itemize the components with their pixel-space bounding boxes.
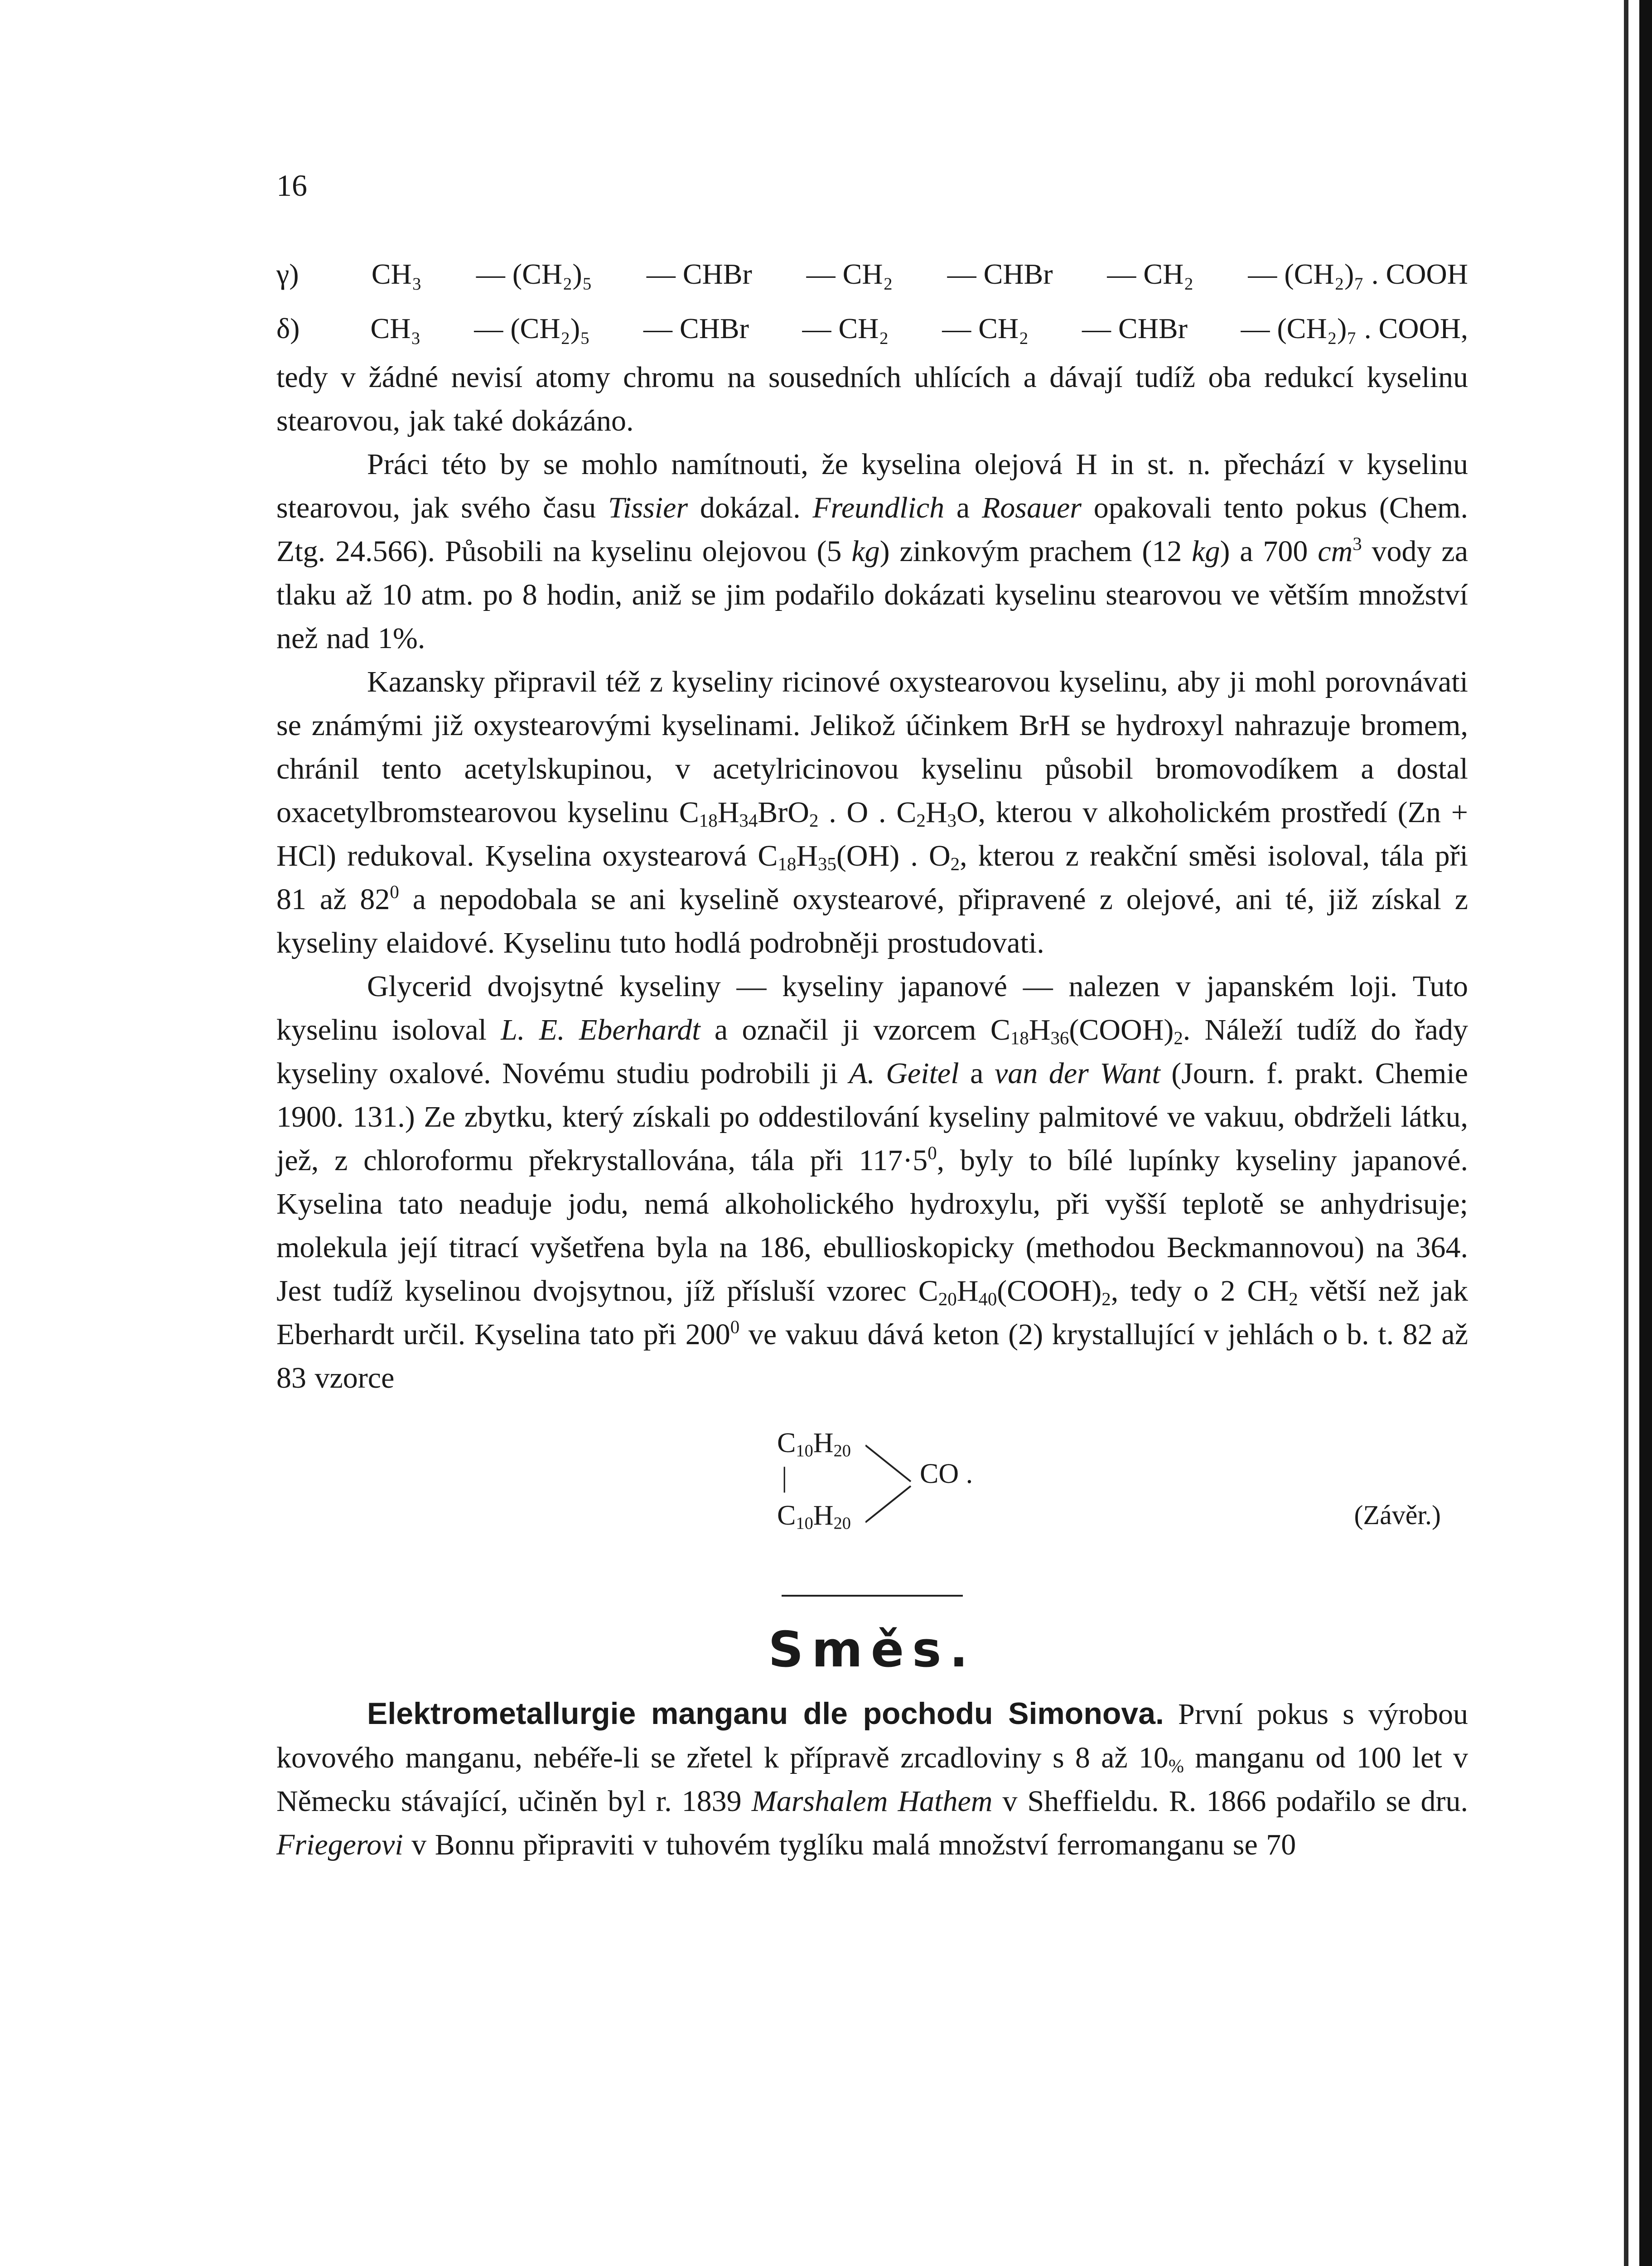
- author-name: L. E. Eberhardt: [501, 1013, 700, 1046]
- formula-label: γ): [276, 258, 299, 290]
- formula-part: — CHBr: [947, 258, 1053, 290]
- formula-part: CH₃: [370, 312, 421, 344]
- article-heading: Elektrometallurgie manganu dle pochodu Simonova.: [367, 1696, 1164, 1731]
- bracket-lines: [865, 1436, 915, 1531]
- formula-part: — CHBr: [1082, 312, 1188, 344]
- ketone-formula: [276, 1427, 1468, 1563]
- author-name: van der Want: [994, 1057, 1160, 1090]
- formula-part: — (CH₂)₇ . COOH,: [1241, 312, 1468, 344]
- paragraph-4: Glycerid dvojsytné kyseliny — kyseliny japanové — nalezen v japanském loji. Tuto kyselinu isoloval L. E. Eberhardt a označil ji vzorcem $C_{18}H_{36}(COOH)_2$. Náleží tudíž do řady kyseliny oxalové. Novému studiu podrobili ji A. Geitel a van der Want (Journ. f. prakt. Chemie 1900. 131.) Ze zbytku, který získali po oddestilování kyseliny palmitové ve vakuu, obdrželi látku, jež, z chloroformu překrystallována, tála při $117\cdot 5^0$, byly to bílé lupínky kyseliny japanové. Kyselina tato neaduje jodu, nemá alkoholického hydroxylu, při vyšší teplotě se anhydrisuje; molekula její titrací vyšetřena byla na 186, ebullioskopicky (methodou Beckmannovou) na 364. Jest tudíž kyselinou dvojsytnou, jíž přísluší vzorec $C_{20}H_{40}(COOH)_2$, tedy o 2 $CH_2$ větší než jak Eberhardt určil. Kyselina tato při $200^0$ ve vakuu dává keton (2) krystallující v jehlách o b. t. 82 až 83 vzorce: [276, 970, 1468, 1394]
- author-name: A. Geitel: [849, 1057, 959, 1090]
- formula-part: — (CH₂)₅: [476, 258, 593, 290]
- formula-part: — CH₂: [942, 312, 1029, 344]
- formula-part: CH₃: [371, 258, 422, 290]
- section-divider: [782, 1595, 963, 1597]
- end-note: (Závěr.): [1354, 1500, 1441, 1530]
- author-name: Freundlich: [812, 491, 945, 524]
- formula-delta: [276, 301, 1468, 356]
- formula-gamma: [276, 247, 1468, 301]
- section-text: [276, 1692, 1468, 1867]
- author-name: Tissier: [608, 491, 688, 524]
- formula-bond: |: [782, 1462, 787, 1493]
- formula-part: — CH₂: [806, 258, 893, 290]
- formula-part: — CH₂: [1107, 258, 1194, 290]
- formula-part: — (CH₂)₅: [474, 312, 590, 344]
- formula-bottom: $C_{10}H_{20}$: [777, 1500, 851, 1533]
- formula-carbonyl: CO .: [920, 1458, 973, 1489]
- author-name: Friegerovi: [276, 1828, 403, 1861]
- author-name: Rosauer: [981, 491, 1082, 524]
- paragraph-1: tedy v žádné nevisí atomy chromu na sousedních uhlících a dávají tudíž oba redukcí kyselinu stearovou, jak také dokázáno.: [276, 361, 1468, 437]
- scan-edge-right: [1639, 0, 1652, 2266]
- formula-part: — CHBr: [643, 312, 749, 344]
- paragraph-2: Práci této by se mohlo namítnouti, že kyselina olejová H in st. n. přechází v kyselinu stearovou, jak svého času Tissier dokázal. Freundlich a Rosauer opakovali tento pokus (Chem. Ztg. 24.566). Působili na kyselinu olejovou (5 kg) zinkovým prachem (12 kg) a 700 $cm^3$ vody za tlaku až 10 atm. po 8 hodin, aniž se jim podařilo dokázati kyselinu stearovou ve větším množství než nad 1%.: [276, 448, 1468, 655]
- scan-edge-line: [1624, 0, 1628, 2266]
- formula-label: δ): [276, 312, 300, 344]
- paragraph-5: Elektrometallurgie manganu dle pochodu Simonova. První pokus s výrobou kovového manganu, nebéře-li se zřetel k přípravě zrcadloviny s 8 až $10_{\%}$ manganu od 100 let v Německu stávající, učiněn byl r. 1839 Marshalem Hathem v Sheffieldu. R. 1866 podařilo se dru. Friegerovi v Bonnu připraviti v tuhovém tyglíku malá množství ferromanganu se 70: [276, 1696, 1468, 1861]
- formula-top: $C_{10}H_{20}$: [777, 1428, 851, 1461]
- author-name: Marshalem Hathem: [751, 1785, 993, 1818]
- formula-part: — (CH₂)₇ . COOH: [1248, 258, 1468, 290]
- body-text: [276, 356, 1468, 1400]
- formula-part: — CHBr: [646, 258, 752, 290]
- formula-part: — CH₂: [802, 312, 889, 344]
- page-number: 16: [276, 168, 307, 203]
- section-title: Směs.: [768, 1622, 976, 1678]
- page-body: [276, 247, 1468, 1867]
- paragraph-3: Kazansky připravil též z kyseliny ricinové oxystearovou kyselinu, aby ji mohl porovnávati se známými již oxystearovými kyselinami. Jelikož účinkem BrH se hydroxyl nahrazuje bromem, chránil tento acetylskupinou, v acetylricinovou kyselinu působil bromovodíkem a dostal oxacetylbromstearovou kyselinu $C_{18}H_{34}BrO_2$ . O . $C_2H_3O$, kterou v alkoholickém prostředí (Zn + HCl) redukoval. Kyselina oxystearová $C_{18}H_{35}(OH)$ . $O_2$, kterou z reakční směsi isoloval, tála při 81 až $82^0$ a nepodobala se ani kyselině oxystearové, připravené z olejové, ani té, již získal z kyseliny elaidové. Kyselinu tuto hodlá podrobněji prostudovati.: [276, 665, 1468, 959]
